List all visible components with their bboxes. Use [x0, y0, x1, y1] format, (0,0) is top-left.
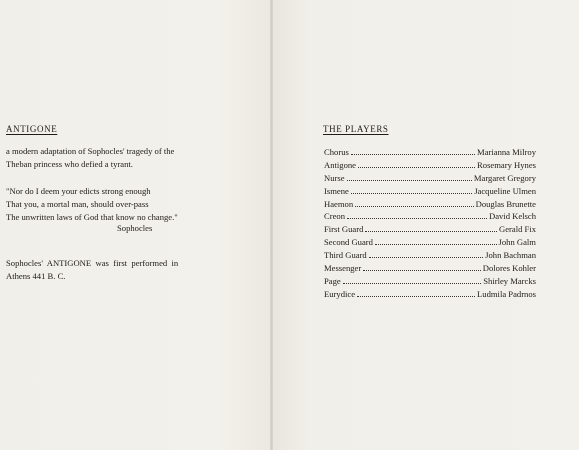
cast-row [324, 199, 536, 212]
cast-actor: David Kelsch [488, 211, 536, 222]
cast-actor: Gerald Fix [499, 224, 536, 235]
dot-leader [347, 218, 487, 219]
cast-role: Nurse [324, 172, 345, 183]
cast-actor: John Galm [498, 237, 536, 248]
cast-role: Eurydice [324, 288, 356, 299]
description-line: Theban princess who defied a tyrant. [6, 159, 133, 169]
players-title: THE PLAYERS [323, 124, 389, 134]
dot-leader [369, 257, 483, 258]
dot-leader [357, 296, 475, 297]
performance-line: Sophocles' ANTIGONE was first performed in [6, 258, 179, 268]
page-fold [270, 0, 273, 450]
cast-row [324, 237, 536, 250]
cast-role: Antigone [324, 159, 356, 170]
dot-leader [351, 193, 472, 194]
cast-role: Second Guard [324, 237, 373, 248]
cast-actor: Margaret Gregory [473, 172, 536, 183]
play-title: ANTIGONE [6, 124, 58, 134]
quote-line: The unwritten laws of God that know no change." [6, 212, 178, 222]
cast-role: Messenger [324, 263, 362, 274]
description-line: a modern adaptation of Sophocles' tragedy of the [6, 146, 175, 156]
cast-row [324, 160, 536, 173]
dot-leader [365, 231, 497, 232]
cast-row [324, 211, 536, 224]
cast-role: Creon [324, 211, 346, 222]
performance-line: Athens 441 B. C. [6, 271, 66, 281]
dot-leader [375, 244, 497, 245]
dot-leader [355, 206, 473, 207]
cast-actor: Marianna Milroy [477, 147, 536, 157]
dot-leader [347, 180, 472, 181]
dot-leader [343, 283, 482, 284]
cast-role: Chorus [324, 147, 349, 157]
quote-line: That you, a mortal man, should over-pass [6, 199, 149, 209]
cast-row [324, 147, 536, 160]
dot-leader [351, 154, 475, 155]
cast-role: Haemon [324, 198, 354, 209]
cast-row [324, 276, 536, 289]
cast-list [324, 147, 536, 302]
quote-attribution: Sophocles [117, 223, 153, 233]
cast-role: Third Guard [324, 250, 367, 261]
dot-leader [358, 167, 475, 168]
cast-row [324, 186, 536, 199]
cast-actor: John Bachman [485, 250, 536, 261]
cast-row [324, 289, 536, 302]
cast-role: Page [324, 275, 341, 286]
cast-row [324, 224, 536, 237]
cast-actor: Dolores Kohler [482, 263, 536, 274]
cast-actor: Ludmila Padrnos [477, 288, 536, 299]
cast-actor: Rosemary Hynes [477, 159, 536, 170]
dot-leader [363, 270, 481, 271]
quote-line: "Nor do I deem your edicts strong enough [6, 186, 151, 196]
cast-row [324, 173, 536, 186]
cast-role: First Guard [324, 224, 364, 235]
cast-row [324, 250, 536, 263]
cast-actor: Jacqueline Ulmen [474, 185, 536, 196]
cast-row [324, 263, 536, 276]
cast-role: Ismene [324, 185, 349, 196]
cast-actor: Douglas Brunette [475, 198, 536, 209]
cast-actor: Shirley Marcks [483, 275, 536, 286]
